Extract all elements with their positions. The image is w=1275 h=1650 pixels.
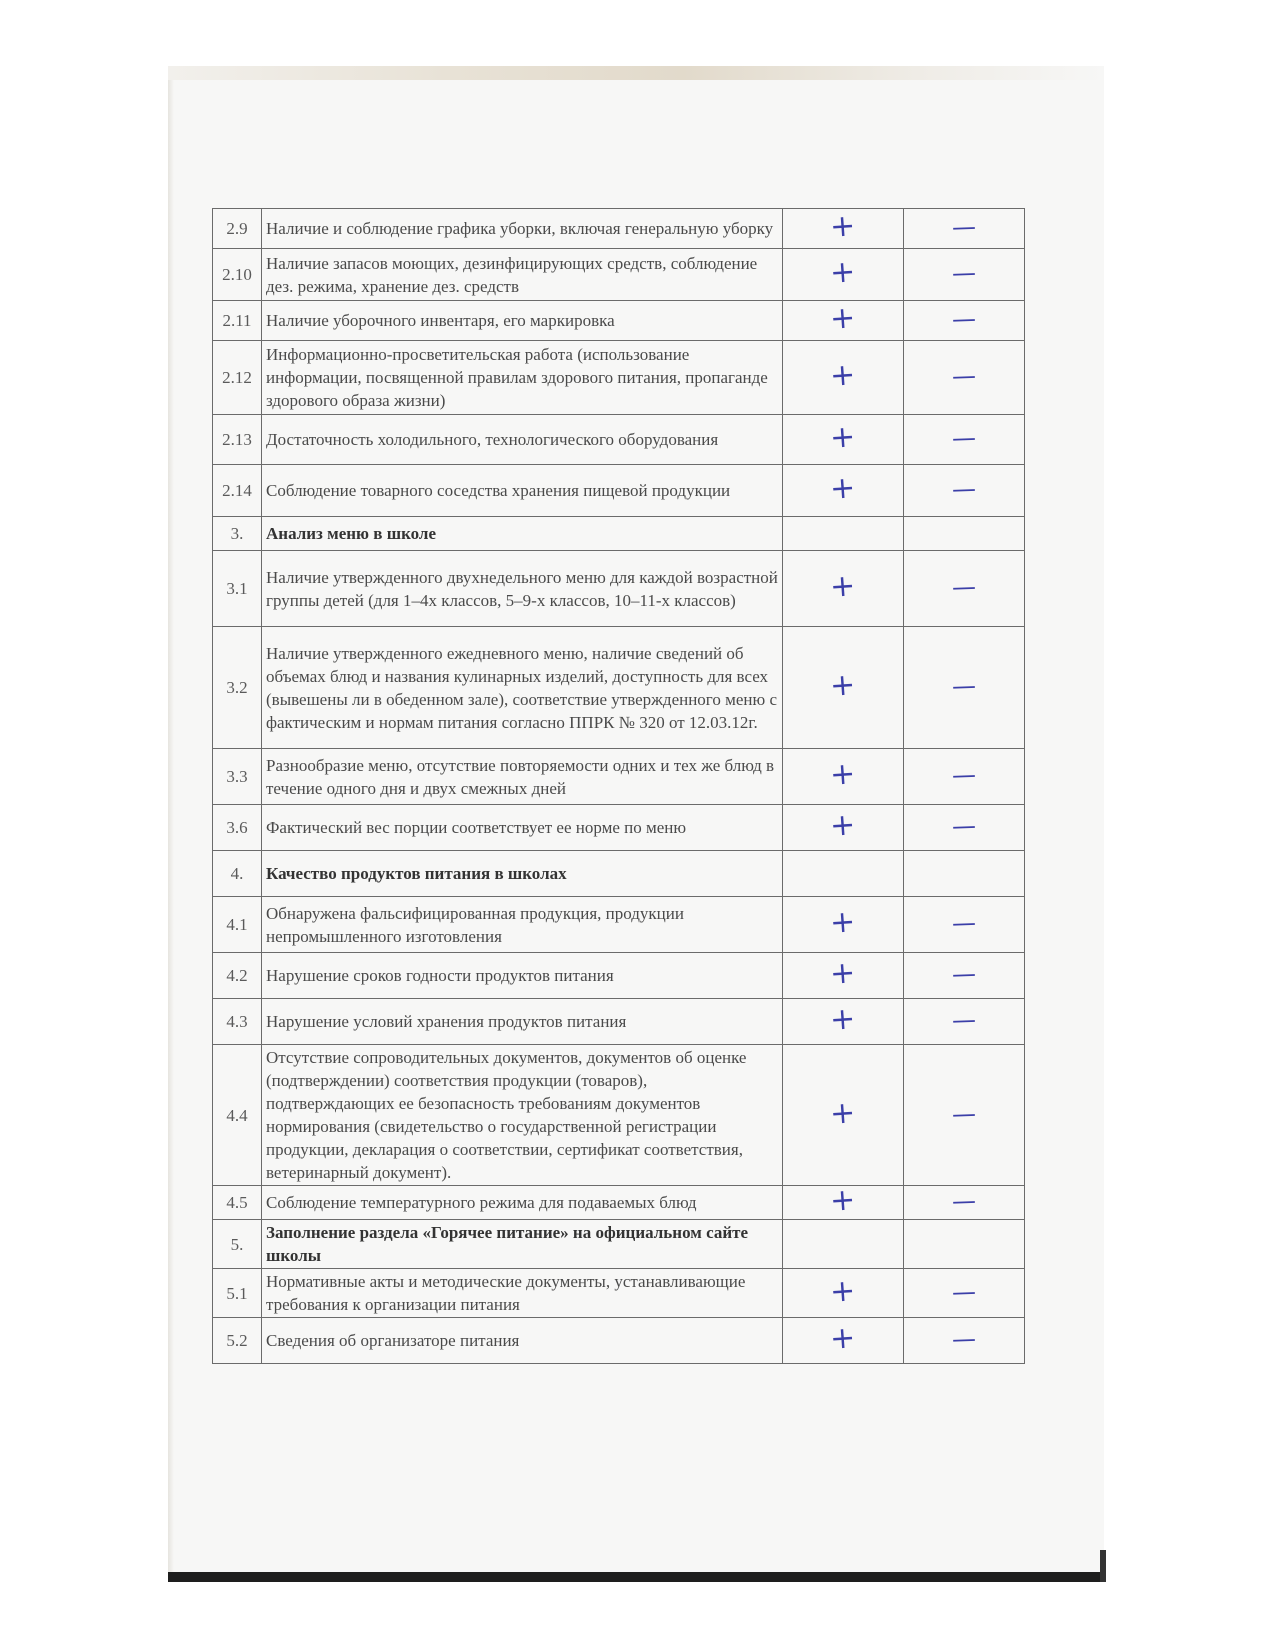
scan-corner-mark <box>1100 1550 1106 1582</box>
row-number: 2.14 <box>213 465 262 517</box>
dash-mark: — <box>951 304 977 334</box>
section-row <box>213 1220 1025 1269</box>
no-cell <box>904 897 1025 953</box>
table-row <box>213 749 1025 805</box>
yes-cell <box>783 627 904 749</box>
no-cell <box>904 551 1025 627</box>
yes-cell <box>783 851 904 897</box>
yes-cell <box>783 1269 904 1318</box>
no-cell <box>904 1220 1025 1269</box>
yes-cell <box>783 465 904 517</box>
table-row <box>213 897 1025 953</box>
dash-mark: — <box>951 1005 977 1035</box>
no-cell <box>904 1186 1025 1220</box>
dash-mark: — <box>951 760 977 790</box>
plus-mark: + <box>829 254 857 291</box>
yes-cell <box>783 1045 904 1186</box>
row-number: 4.1 <box>213 897 262 953</box>
plus-mark: + <box>829 904 857 941</box>
row-number: 2.9 <box>213 209 262 249</box>
yes-cell <box>783 341 904 415</box>
section-title: Качество продуктов питания в школах <box>262 851 783 897</box>
table-row <box>213 1318 1025 1364</box>
plus-mark: + <box>829 756 857 793</box>
row-number: 5.1 <box>213 1269 262 1318</box>
table-row <box>213 953 1025 999</box>
section-number: 4. <box>213 851 262 897</box>
plus-mark: + <box>829 1320 857 1357</box>
yes-cell <box>783 999 904 1045</box>
no-cell <box>904 627 1025 749</box>
row-criterion: Соблюдение температурного режима для подаваемых блюд <box>262 1186 783 1220</box>
table-row <box>213 341 1025 415</box>
section-title: Анализ меню в школе <box>262 517 783 551</box>
dash-mark: — <box>951 1099 977 1128</box>
no-cell <box>904 415 1025 465</box>
plus-mark: + <box>829 419 857 456</box>
table-row <box>213 301 1025 341</box>
row-criterion: Отсутствие сопроводительных документов, документов об оценке (подтверждении) соответствия продукции (товаров), подтверждающих ее безопасность требованиям документов нормирования (свидетельство о государственной регистрации продукции, декларация о соответствии, сертификат соответствия, ветеринарный документ). <box>262 1045 783 1186</box>
no-cell <box>904 249 1025 301</box>
no-cell <box>904 301 1025 341</box>
no-cell <box>904 1318 1025 1364</box>
no-cell <box>904 517 1025 551</box>
plus-mark: + <box>829 470 857 507</box>
row-criterion: Наличие запасов моющих, дезинфицирующих средств, соблюдение дез. режима, хранение дез. средств <box>262 249 783 301</box>
dash-mark: — <box>951 1324 977 1354</box>
row-criterion: Наличие утвержденного ежедневного меню, наличие сведений об объемах блюд и названия кулинарных изделий, доступность для всех (вывешены ли в обеденном зале), соответствие утвержденного меню с фактическим и нормам питания согласно ППРК № 320 от 12.03.12г. <box>262 627 783 749</box>
dash-mark: — <box>951 1277 977 1306</box>
plus-mark: + <box>829 1182 857 1219</box>
dash-mark: — <box>951 671 977 701</box>
row-criterion: Обнаружена фальсифицированная продукция, продукции непромышленного изготовления <box>262 897 783 953</box>
dash-mark: — <box>951 908 977 938</box>
plus-mark: + <box>829 300 857 337</box>
yes-cell <box>783 249 904 301</box>
row-number: 4.2 <box>213 953 262 999</box>
plus-mark: + <box>829 1001 857 1038</box>
checklist-table <box>212 208 1025 1364</box>
table-row <box>213 1045 1025 1186</box>
table-row <box>213 415 1025 465</box>
no-cell <box>904 341 1025 415</box>
no-cell <box>904 999 1025 1045</box>
table-row <box>213 465 1025 517</box>
sheet-shadow <box>168 68 174 1578</box>
table-row <box>213 1269 1025 1318</box>
row-criterion: Сведения об организаторе питания <box>262 1318 783 1364</box>
plus-mark: + <box>829 1094 857 1132</box>
row-number: 5.2 <box>213 1318 262 1364</box>
row-criterion: Нормативные акты и методические документы, устанавливающие требования к организации питания <box>262 1269 783 1318</box>
row-criterion: Разнообразие меню, отсутствие повторяемости одних и тех же блюд в течение одного дня и двух смежных дней <box>262 749 783 805</box>
table-row <box>213 1186 1025 1220</box>
section-row <box>213 517 1025 551</box>
no-cell <box>904 749 1025 805</box>
row-number: 2.11 <box>213 301 262 341</box>
table-row <box>213 999 1025 1045</box>
dash-mark: — <box>951 1186 977 1216</box>
table-row <box>213 209 1025 249</box>
scan-bottom-edge <box>168 1572 1104 1582</box>
row-criterion: Наличие и соблюдение графика уборки, включая генеральную уборку <box>262 209 783 249</box>
row-number: 3.1 <box>213 551 262 627</box>
dash-mark: — <box>951 423 977 453</box>
row-number: 3.3 <box>213 749 262 805</box>
row-number: 2.10 <box>213 249 262 301</box>
yes-cell <box>783 897 904 953</box>
row-number: 2.12 <box>213 341 262 415</box>
yes-cell <box>783 301 904 341</box>
row-number: 4.3 <box>213 999 262 1045</box>
row-criterion: Нарушение сроков годности продуктов питания <box>262 953 783 999</box>
yes-cell <box>783 1182 904 1220</box>
plus-mark: + <box>829 568 857 605</box>
plus-mark: + <box>829 1272 857 1310</box>
plus-mark: + <box>829 208 857 245</box>
table-row <box>213 551 1025 627</box>
table-row <box>213 249 1025 301</box>
no-cell <box>904 1269 1025 1318</box>
yes-cell <box>783 1318 904 1364</box>
row-criterion: Наличие утвержденного двухнедельного меню для каждой возрастной группы детей (для 1–4х классов, 5–9-х классов, 10–11-х классов) <box>262 551 783 627</box>
row-criterion: Фактический вес порции соответствует ее норме по меню <box>262 805 783 851</box>
dash-mark: — <box>951 474 977 504</box>
row-number: 3.2 <box>213 627 262 749</box>
section-title: Заполнение раздела «Горячее питание» на официальном сайте школы <box>262 1220 783 1269</box>
table-row <box>213 627 1025 749</box>
dash-mark: — <box>951 212 977 242</box>
yes-cell <box>783 953 904 999</box>
row-criterion: Нарушение условий хранения продуктов питания <box>262 999 783 1045</box>
plus-mark: + <box>829 357 857 394</box>
yes-cell <box>783 1220 904 1269</box>
no-cell <box>904 209 1025 249</box>
dash-mark: — <box>951 959 977 989</box>
no-cell <box>904 953 1025 999</box>
no-cell <box>904 805 1025 851</box>
yes-cell <box>783 415 904 465</box>
row-number: 2.13 <box>213 415 262 465</box>
section-row <box>213 851 1025 897</box>
row-number: 4.5 <box>213 1186 262 1220</box>
dash-mark: — <box>951 361 977 391</box>
yes-cell <box>783 805 904 851</box>
plus-mark: + <box>829 807 857 844</box>
no-cell <box>904 465 1025 517</box>
no-cell <box>904 1045 1025 1186</box>
dash-mark: — <box>951 811 977 841</box>
plus-mark: + <box>829 955 857 992</box>
yes-cell <box>783 551 904 627</box>
no-cell <box>904 851 1025 897</box>
row-criterion: Достаточность холодильного, технологического оборудования <box>262 415 783 465</box>
row-criterion: Информационно-просветительская работа (использование информации, посвященной правилам здорового питания, пропаганде здорового образа жизни) <box>262 341 783 415</box>
section-number: 3. <box>213 517 262 551</box>
section-number: 5. <box>213 1220 262 1269</box>
yes-cell <box>783 517 904 551</box>
row-criterion: Соблюдение товарного соседства хранения пищевой продукции <box>262 465 783 517</box>
scan-top-edge <box>168 66 1104 80</box>
dash-mark: — <box>951 572 977 602</box>
yes-cell <box>783 209 904 249</box>
row-number: 4.4 <box>213 1045 262 1186</box>
dash-mark: — <box>951 258 977 288</box>
plus-mark: + <box>829 667 857 704</box>
row-number: 3.6 <box>213 805 262 851</box>
table-row <box>213 805 1025 851</box>
row-criterion: Наличие уборочного инвентаря, его маркировка <box>262 301 783 341</box>
yes-cell <box>783 749 904 805</box>
